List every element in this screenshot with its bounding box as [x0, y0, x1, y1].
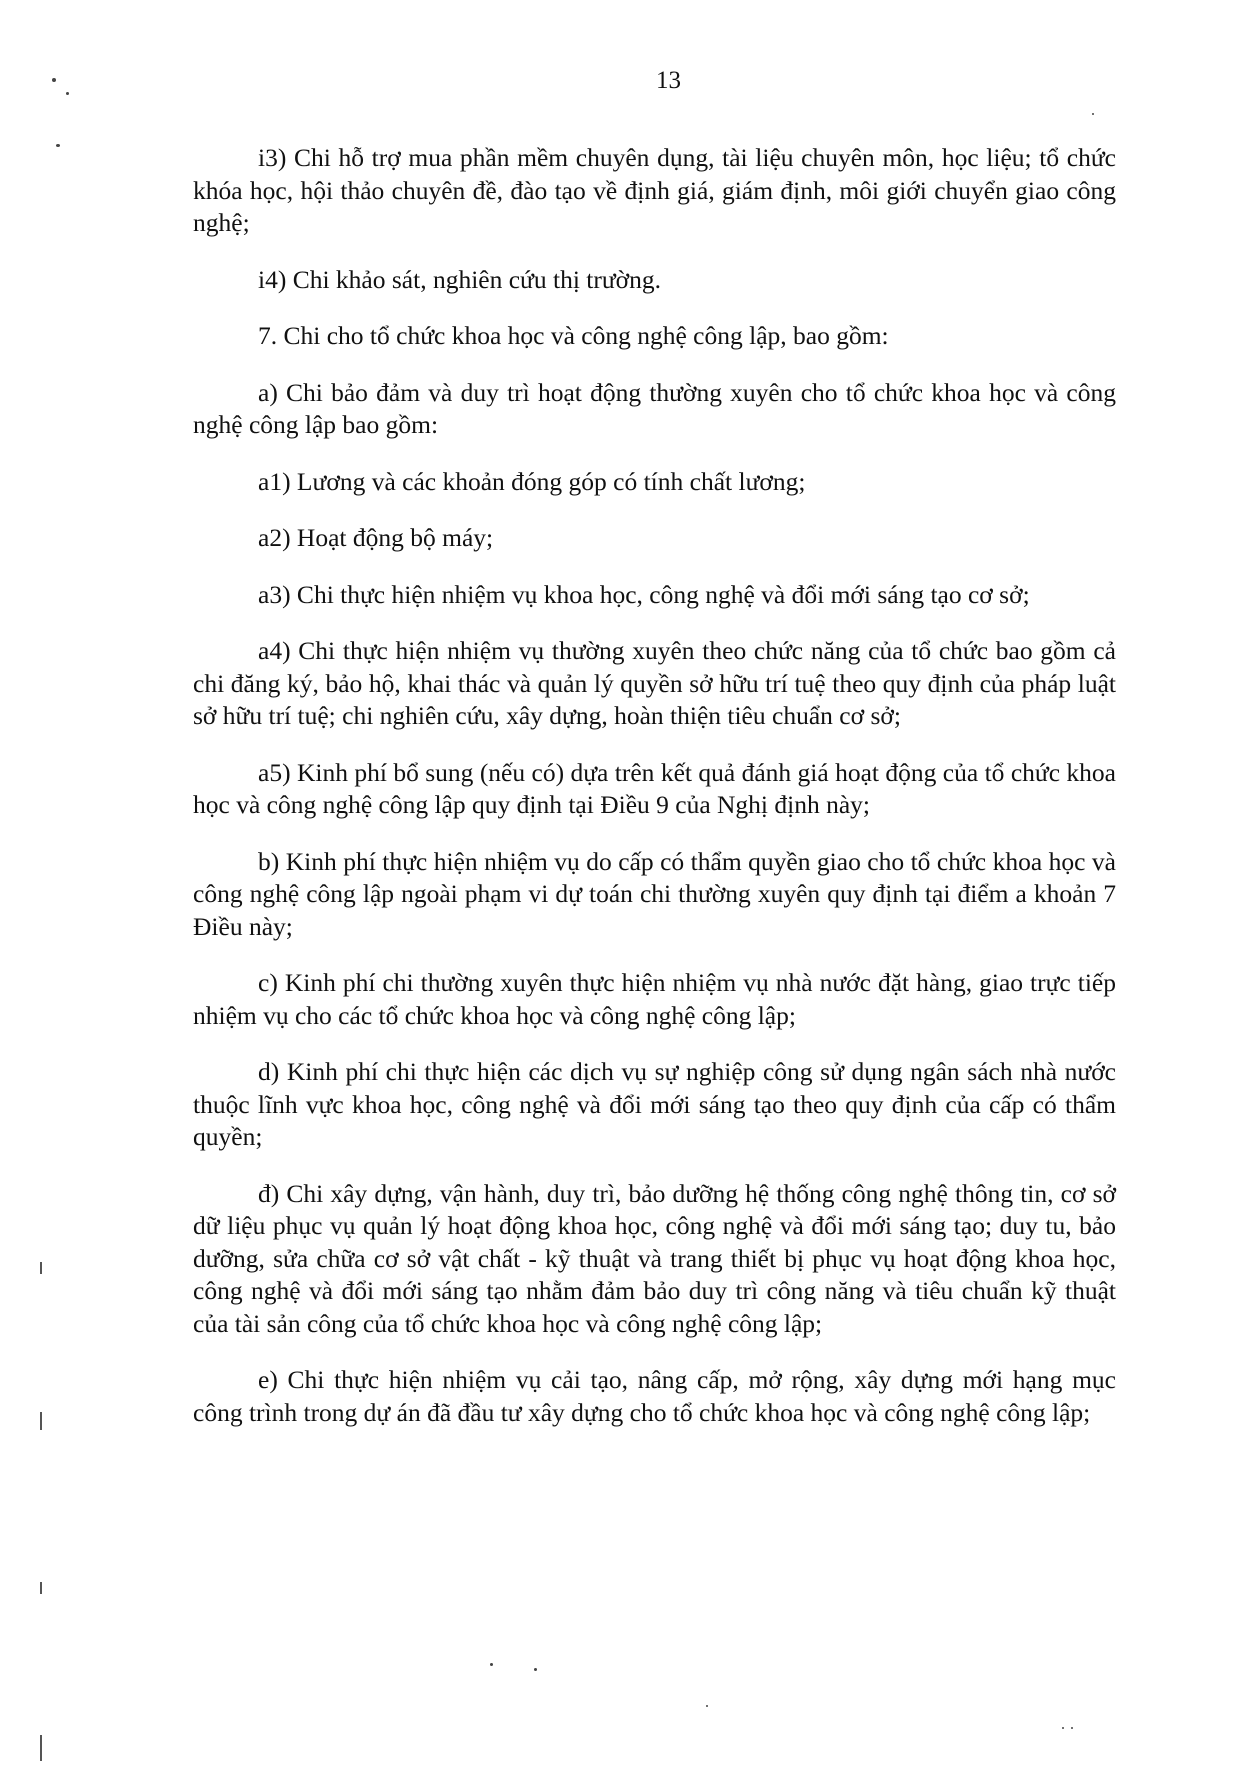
paragraph-b: b) Kinh phí thực hiện nhiệm vụ do cấp có thẩm quyền giao cho tổ chức khoa học và công nghệ công lập ngoài phạm vi dự toán chi thường xuyên quy định tại điểm a khoản 7 Điều này; — [193, 846, 1116, 941]
paragraph-a1: a1) Lương và các khoản đóng góp có tính chất lương; — [258, 466, 806, 496]
paragraph-a3: a3) Chi thực hiện nhiệm vụ khoa học, công nghệ và đổi mới sáng tạo cơ sở; — [258, 579, 1030, 609]
scan-edge-mark — [40, 1582, 42, 1594]
scan-speck — [56, 144, 60, 147]
paragraph-a4: a4) Chi thực hiện nhiệm vụ thường xuyên theo chức năng của tổ chức bao gồm cả chi đăng ký, bảo hộ, khai thác và quản lý quyền sở hữu trí tuệ theo quy định của pháp luật sở hữu trí tuệ; chi nghiên cứu, xây dựng, hoàn thiện tiêu chuẩn cơ sở; — [193, 636, 1116, 730]
scan-edge-mark — [40, 1412, 42, 1430]
paragraph-7: 7. Chi cho tổ chức khoa học và công nghệ công lập, bao gồm: — [258, 321, 889, 350]
scan-speck — [52, 78, 56, 82]
paragraph-c: c) Kinh phí chi thường xuyên thực hiện nhiệm vụ nhà nước đặt hàng, giao trực tiếp nhiệm vụ cho các tổ chức khoa học và công nghệ công lập; — [193, 968, 1116, 1030]
paragraph-d: d) Kinh phí chi thực hiện các dịch vụ sự nghiệp công sử dụng ngân sách nhà nước thuộc lĩnh vực khoa học, công nghệ và đổi mới sáng tạo theo quy định của cấp có thẩm quyền; — [193, 1057, 1116, 1151]
scan-edge-mark — [40, 1262, 42, 1274]
paragraph-i4: i4) Chi khảo sát, nghiên cứu thị trường. — [258, 264, 662, 294]
scan-speck — [1071, 1727, 1073, 1729]
scan-speck — [1092, 113, 1094, 115]
paragraph-a: a) Chi bảo đảm và duy trì hoạt động thường xuyên cho tổ chức khoa học và công nghệ công lập bao gồm: — [193, 377, 1116, 439]
paragraph-a5: a5) Kinh phí bổ sung (nếu có) dựa trên kết quả đánh giá hoạt động của tổ chức khoa học và công nghệ công lập quy định tại Điều 9 của Nghị định này; — [193, 757, 1116, 819]
scan-speck — [66, 92, 69, 95]
page-number: 13 — [656, 67, 681, 94]
scan-speck — [1062, 1727, 1064, 1729]
paragraph-i3: i3) Chi hỗ trợ mua phần mềm chuyên dụng, tài liệu chuyên môn, học liệu; tổ chức khóa học, hội thảo chuyên đề, đào tạo về định giá, giám định, môi giới chuyển giao công nghệ; — [193, 143, 1116, 237]
paragraph-dd: đ) Chi xây dựng, vận hành, duy trì, bảo dưỡng hệ thống công nghệ thông tin, cơ sở dữ liệu phục vụ quản lý hoạt động khoa học, công nghệ và đổi mới sáng tạo; duy tu, bảo dưỡng, sửa chữa cơ sở vật chất - kỹ thuật và trang thiết bị phục vụ hoạt động khoa học, công nghệ và đổi mới sáng tạo nhằm đảm bảo duy trì công năng và tiêu chuẩn kỹ thuật của tài sản công của tổ chức khoa học và công nghệ công lập; — [193, 1178, 1116, 1338]
scan-speck — [706, 1705, 708, 1707]
paragraph-e: e) Chi thực hiện nhiệm vụ cải tạo, nâng cấp, mở rộng, xây dựng mới hạng mục công trình trong dự án đã đầu tư xây dựng cho tổ chức khoa học và công nghệ công lập; — [193, 1365, 1116, 1427]
scan-edge-mark — [40, 1735, 42, 1761]
scan-speck — [534, 1668, 537, 1671]
paragraph-a2: a2) Hoạt động bộ máy; — [258, 523, 494, 552]
scan-speck — [490, 1663, 493, 1666]
document-body — [193, 142, 1116, 1453]
